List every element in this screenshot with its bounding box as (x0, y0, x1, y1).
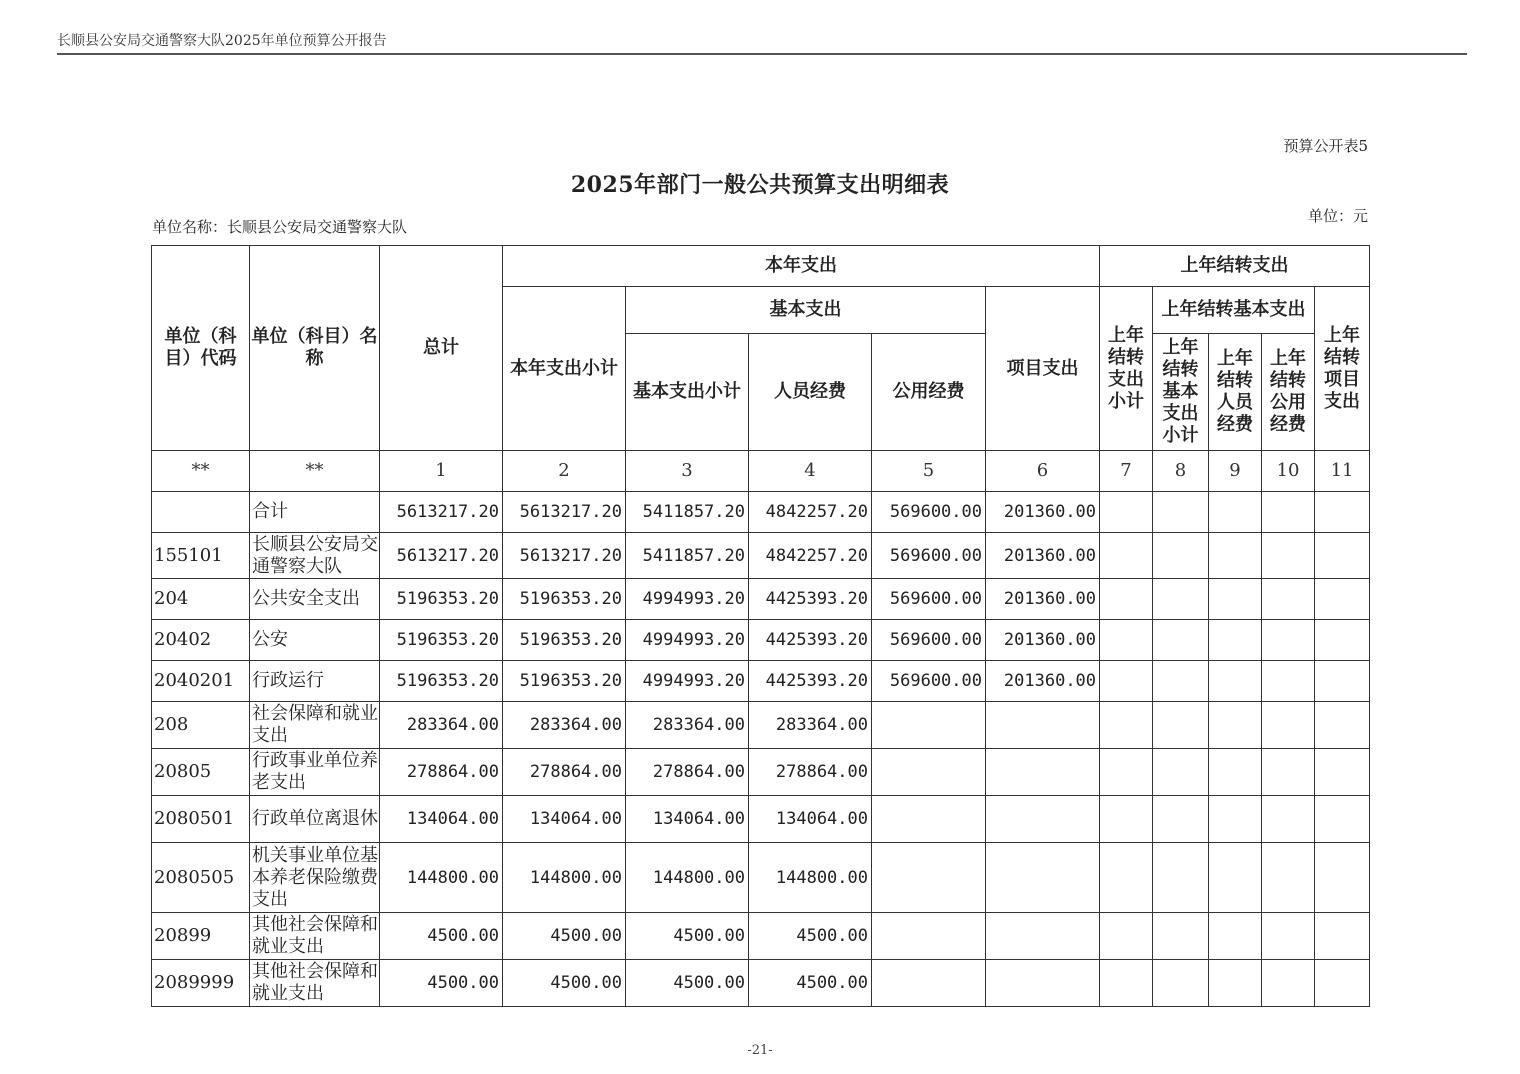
report-header-title: 长顺县公安局交通警察大队2025年单位预算公开报告 (57, 33, 387, 49)
row-value (1209, 749, 1262, 796)
row-value: 5411857.20 (626, 492, 749, 533)
row-value (1262, 843, 1315, 913)
row-value (872, 702, 986, 749)
row-value: 5196353.20 (380, 579, 503, 620)
row-value: 278864.00 (749, 749, 872, 796)
row-value (1262, 796, 1315, 843)
row-value: 5411857.20 (626, 533, 749, 579)
row-value (1100, 796, 1153, 843)
row-value: 569600.00 (872, 492, 986, 533)
row-value (1315, 702, 1370, 749)
row-value: 4500.00 (749, 960, 872, 1007)
table-row (152, 533, 1370, 579)
col-header-personnel: 人员经费 (749, 334, 872, 451)
row-value: 144800.00 (503, 843, 626, 913)
col-header-code: 单位（科目）代码 (152, 246, 250, 451)
row-value (1209, 843, 1262, 913)
row-name: 社会保障和就业支出 (250, 702, 380, 749)
form-number: 预算公开表5 (1283, 137, 1368, 155)
page-title: 2025年部门一般公共预算支出明细表 (570, 172, 950, 198)
row-value (1100, 533, 1153, 579)
table-row (152, 796, 1370, 843)
row-value (872, 843, 986, 913)
index-cell: 3 (626, 451, 749, 492)
col-header-basic-subtotal: 基本支出小计 (626, 334, 749, 451)
row-value: 201360.00 (986, 533, 1100, 579)
row-value (1209, 492, 1262, 533)
index-cell: 7 (1100, 451, 1153, 492)
row-value (872, 796, 986, 843)
unit-label: 单位：元 (1307, 207, 1368, 225)
row-value (1315, 579, 1370, 620)
row-value (1153, 702, 1209, 749)
col-header-public: 公用经费 (872, 334, 986, 451)
row-value (1153, 533, 1209, 579)
row-value: 4425393.20 (749, 661, 872, 702)
row-value (1153, 579, 1209, 620)
org-label-prefix: 单位名称： (152, 218, 228, 236)
row-code (152, 492, 250, 533)
table-row (152, 960, 1370, 1007)
col-header-name: 单位（科目）名称 (250, 246, 380, 451)
row-value (1153, 492, 1209, 533)
col-header-carryover-personnel: 上年结转人员经费 (1209, 334, 1262, 451)
row-value: 144800.00 (749, 843, 872, 913)
row-value (1315, 960, 1370, 1007)
row-value (1315, 492, 1370, 533)
row-name: 公安 (250, 620, 380, 661)
row-value (1315, 913, 1370, 960)
row-value: 144800.00 (380, 843, 503, 913)
row-value (1315, 843, 1370, 913)
row-name: 其他社会保障和就业支出 (250, 913, 380, 960)
row-value: 4500.00 (503, 913, 626, 960)
org-name: 长顺县公安局交通警察大队 (227, 218, 408, 236)
row-value: 5613217.20 (380, 533, 503, 579)
row-value: 4500.00 (749, 913, 872, 960)
row-value (1315, 796, 1370, 843)
row-value (1100, 702, 1153, 749)
index-cell: ** (152, 451, 250, 492)
row-value (1262, 661, 1315, 702)
col-header-total: 总计 (380, 246, 503, 451)
row-code: 155101 (152, 533, 250, 579)
col-header-carryover-public: 上年结转公用经费 (1262, 334, 1315, 451)
row-value (1153, 661, 1209, 702)
row-code: 2080505 (152, 843, 250, 913)
row-value (1315, 661, 1370, 702)
row-code: 208 (152, 702, 250, 749)
row-value: 5613217.20 (380, 492, 503, 533)
row-value: 569600.00 (872, 533, 986, 579)
index-row (152, 451, 1370, 492)
index-cell: 5 (872, 451, 986, 492)
row-value: 5196353.20 (503, 661, 626, 702)
row-value (1209, 533, 1262, 579)
row-value: 201360.00 (986, 661, 1100, 702)
row-name: 合计 (250, 492, 380, 533)
table-row (152, 579, 1370, 620)
row-name: 公共安全支出 (250, 579, 380, 620)
row-code: 2080501 (152, 796, 250, 843)
page-number: -21- (747, 1043, 773, 1058)
row-value (1153, 913, 1209, 960)
row-value: 201360.00 (986, 579, 1100, 620)
col-header-current-subtotal: 本年支出小计 (503, 287, 626, 451)
table-row (152, 843, 1370, 913)
row-value (1262, 579, 1315, 620)
row-value: 283364.00 (749, 702, 872, 749)
row-value: 201360.00 (986, 492, 1100, 533)
row-value (1315, 533, 1370, 579)
row-value (1153, 843, 1209, 913)
row-value: 5196353.20 (380, 620, 503, 661)
row-value (872, 749, 986, 796)
row-value (1100, 913, 1153, 960)
row-value: 144800.00 (626, 843, 749, 913)
row-value: 4500.00 (380, 913, 503, 960)
col-header-project: 项目支出 (986, 287, 1100, 451)
row-value: 4500.00 (626, 913, 749, 960)
row-value: 134064.00 (626, 796, 749, 843)
row-value (1153, 620, 1209, 661)
row-value: 4425393.20 (749, 579, 872, 620)
row-code: 20805 (152, 749, 250, 796)
row-code: 20402 (152, 620, 250, 661)
row-value: 569600.00 (872, 579, 986, 620)
table-row (152, 620, 1370, 661)
row-value (986, 749, 1100, 796)
col-header-carryover-basic: 上年结转基本支出 (1153, 287, 1315, 334)
row-value (1153, 796, 1209, 843)
row-value (1209, 661, 1262, 702)
row-value: 134064.00 (503, 796, 626, 843)
row-value: 283364.00 (380, 702, 503, 749)
row-value (1100, 749, 1153, 796)
row-value: 5613217.20 (503, 533, 626, 579)
col-header-carryover-subtotal: 上年结转支出小计 (1100, 287, 1153, 451)
row-value (1209, 913, 1262, 960)
index-cell: 11 (1315, 451, 1370, 492)
index-cell: 4 (749, 451, 872, 492)
row-value: 278864.00 (626, 749, 749, 796)
row-value (1262, 913, 1315, 960)
row-value: 4994993.20 (626, 579, 749, 620)
row-value (872, 960, 986, 1007)
row-value (872, 913, 986, 960)
row-value: 4500.00 (626, 960, 749, 1007)
table-row (152, 702, 1370, 749)
row-value: 278864.00 (380, 749, 503, 796)
row-value: 4842257.20 (749, 533, 872, 579)
row-value: 5613217.20 (503, 492, 626, 533)
col-header-carryover: 上年结转支出 (1100, 246, 1370, 287)
row-value (1209, 796, 1262, 843)
row-value: 5196353.20 (503, 579, 626, 620)
col-header-current-year: 本年支出 (503, 246, 1100, 287)
row-name: 长顺县公安局交通警察大队 (250, 533, 380, 579)
table-body (152, 492, 1370, 1007)
header-divider (57, 53, 1467, 55)
table-row (152, 913, 1370, 960)
row-value: 4500.00 (503, 960, 626, 1007)
row-value (986, 796, 1100, 843)
row-name: 机关事业单位基本养老保险缴费支出 (250, 843, 380, 913)
row-value: 569600.00 (872, 661, 986, 702)
row-value (1100, 661, 1153, 702)
row-code: 2089999 (152, 960, 250, 1007)
row-value (986, 843, 1100, 913)
row-code: 2040201 (152, 661, 250, 702)
row-name: 行政单位离退休 (250, 796, 380, 843)
row-value (1262, 620, 1315, 661)
row-value (986, 702, 1100, 749)
row-value (1100, 960, 1153, 1007)
row-code: 204 (152, 579, 250, 620)
row-value (1153, 749, 1209, 796)
row-value (1209, 579, 1262, 620)
budget-table (151, 245, 1370, 1007)
index-cell: 10 (1262, 451, 1315, 492)
row-value (1100, 843, 1153, 913)
index-cell: ** (250, 451, 380, 492)
row-value (986, 960, 1100, 1007)
col-header-basic: 基本支出 (626, 287, 986, 334)
table-row (152, 661, 1370, 702)
row-value: 5196353.20 (380, 661, 503, 702)
org-label (152, 216, 407, 237)
row-value (1100, 492, 1153, 533)
table-row (152, 749, 1370, 796)
row-name: 行政事业单位养老支出 (250, 749, 380, 796)
row-value: 5196353.20 (503, 620, 626, 661)
index-cell: 8 (1153, 451, 1209, 492)
row-value (986, 913, 1100, 960)
row-value: 4842257.20 (749, 492, 872, 533)
index-cell: 9 (1209, 451, 1262, 492)
col-header-carryover-basic-subtotal: 上年结转基本支出小计 (1153, 334, 1209, 451)
row-value: 4994993.20 (626, 620, 749, 661)
row-value (1100, 620, 1153, 661)
row-value (1315, 620, 1370, 661)
row-value (1262, 492, 1315, 533)
row-value (1262, 533, 1315, 579)
row-value (1153, 960, 1209, 1007)
row-value: 569600.00 (872, 620, 986, 661)
row-name: 其他社会保障和就业支出 (250, 960, 380, 1007)
row-value: 4500.00 (380, 960, 503, 1007)
row-value (1262, 702, 1315, 749)
row-value (1209, 620, 1262, 661)
row-value: 134064.00 (749, 796, 872, 843)
index-cell: 6 (986, 451, 1100, 492)
row-value (1262, 749, 1315, 796)
row-value (1100, 579, 1153, 620)
row-value (1209, 702, 1262, 749)
row-value: 201360.00 (986, 620, 1100, 661)
row-value: 278864.00 (503, 749, 626, 796)
row-value: 134064.00 (380, 796, 503, 843)
col-header-carryover-project: 上年结转项目支出 (1315, 287, 1370, 451)
row-value (1315, 749, 1370, 796)
table-row (152, 492, 1370, 533)
row-value: 283364.00 (503, 702, 626, 749)
row-value: 283364.00 (626, 702, 749, 749)
index-cell: 2 (503, 451, 626, 492)
row-value (1262, 960, 1315, 1007)
row-name: 行政运行 (250, 661, 380, 702)
row-value: 4425393.20 (749, 620, 872, 661)
row-value: 4994993.20 (626, 661, 749, 702)
row-value (1209, 960, 1262, 1007)
row-code: 20899 (152, 913, 250, 960)
index-cell: 1 (380, 451, 503, 492)
